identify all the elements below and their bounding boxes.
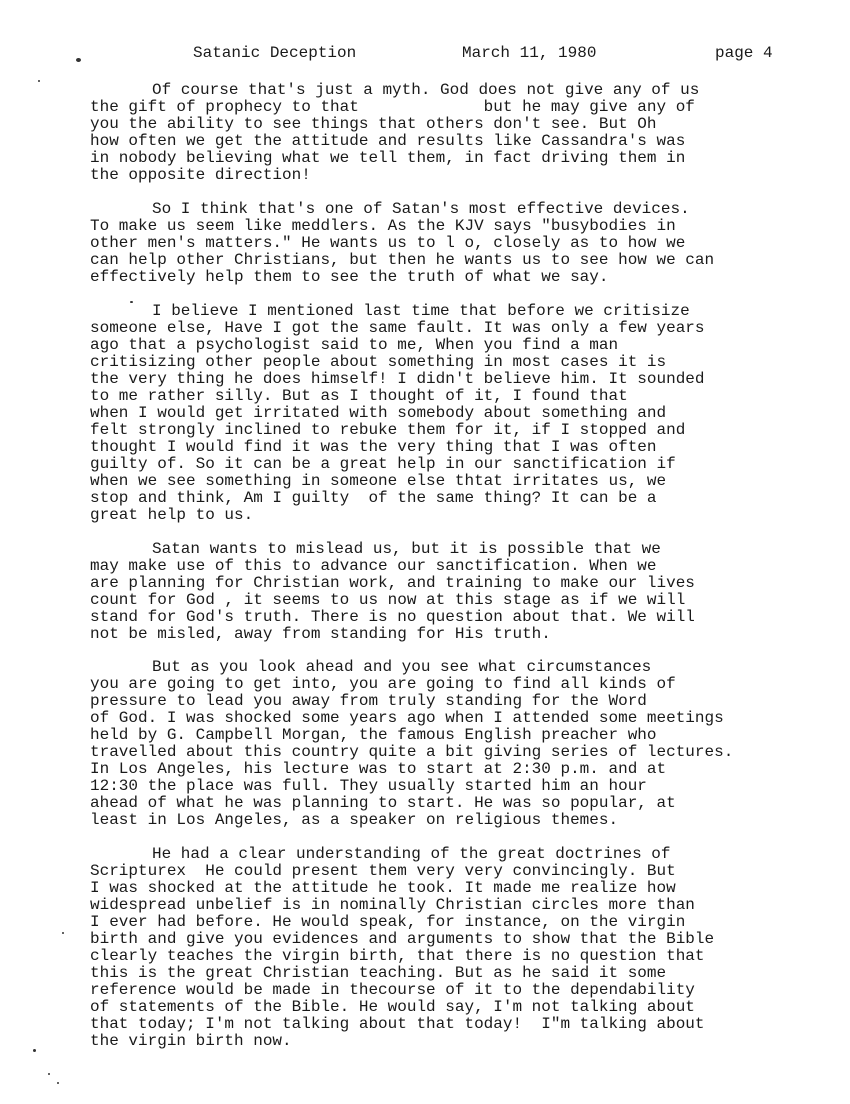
text-line: ahead of what he was planning to start. He was so popular, at	[90, 794, 676, 812]
text-line: effectively help them to see the truth of what we say.	[90, 268, 609, 286]
text-line: great help to us.	[90, 506, 254, 524]
scan-speck	[48, 1073, 50, 1075]
text-line: someone else, Have I got the same fault. It was only a few years	[90, 319, 705, 337]
text-line: I believe I mentioned last time that before we critisize	[152, 302, 690, 320]
text-line: this is the great Christian teaching. But as he said it some	[90, 964, 667, 982]
header-page-number: page 4	[715, 44, 773, 62]
text-line: count for God , it seems to us now at this stage as if we will	[90, 591, 686, 609]
text-line: you are going to get into, you are going to find all kinds of	[90, 675, 676, 693]
scan-speck	[130, 301, 133, 303]
text-line: other men's matters." He wants us to l o, closely as to how we	[90, 234, 686, 252]
text-line: Of course that's just a myth. God does not give any of us	[152, 81, 700, 99]
text-line: when we see something in someone else thtat irritates us, we	[90, 472, 667, 490]
text-line: the very thing he does himself! I didn't believe him. It sounded	[90, 370, 705, 388]
text-line: birth and give you evidences and arguments to show that the Bible	[90, 930, 715, 948]
text-line: when I would get irritated with somebody about something and	[90, 404, 667, 422]
scan-speck	[62, 932, 64, 934]
text-line: to me rather silly. But as I thought of it, I found that	[90, 387, 628, 405]
text-line: how often we get the attitude and results like Cassandra's was	[90, 132, 686, 150]
text-line: can help other Christians, but then he wants us to see how we can	[90, 251, 715, 269]
text-line: not be misled, away from standing for His truth.	[90, 625, 551, 643]
text-line: travelled about this country quite a bit giving series of lectures.	[90, 743, 734, 761]
text-line: held by G. Campbell Morgan, the famous English preacher who	[90, 726, 657, 744]
text-line: I ever had before. He would speak, for instance, on the virgin	[90, 913, 686, 931]
text-line: the gift of prophecy to that but he may give any of	[90, 98, 695, 116]
scan-speck	[33, 1049, 36, 1052]
text-line: Satan wants to mislead us, but it is possible that we	[152, 540, 661, 558]
text-line: in nobody believing what we tell them, in fact driving them in	[90, 149, 686, 167]
header-date: March 11, 1980	[462, 44, 597, 62]
text-line: are planning for Christian work, and training to make our lives	[90, 574, 695, 592]
text-line: He had a clear understanding of the great doctrines of	[152, 845, 671, 863]
scan-speck	[57, 1082, 59, 1084]
text-line: of statements of the Bible. He would say, I'm not talking about	[90, 998, 695, 1016]
text-line: stand for God's truth. There is no question about that. We will	[90, 608, 695, 626]
text-line: that today; I'm not talking about that today! I"m talking about	[90, 1015, 705, 1033]
text-line: the virgin birth now.	[90, 1032, 292, 1050]
text-line: Scripturex He could present them very very convincingly. But	[90, 862, 676, 880]
text-line: reference would be made in thecourse of it to the dependability	[90, 981, 695, 999]
text-line: least in Los Angeles, as a speaker on religious themes.	[90, 811, 619, 829]
text-line: guilty of. So it can be a great help in our sanctification if	[90, 455, 676, 473]
header-title: Satanic Deception	[193, 44, 357, 62]
text-line: To make us seem like meddlers. As the KJV says "busybodies in	[90, 217, 676, 235]
text-line: may make use of this to advance our sanctification. When we	[90, 557, 657, 575]
text-line: thought I would find it was the very thing that I was often	[90, 438, 657, 456]
text-line: ago that a psychologist said to me, When you find a man	[90, 336, 619, 354]
text-line: you the ability to see things that others don't see. But Oh	[90, 115, 657, 133]
text-line: clearly teaches the virgin birth, that there is no question that	[90, 947, 705, 965]
text-line: pressure to lead you away from truly standing for the Word	[90, 692, 647, 710]
text-line: widespread unbelief is in nominally Christian circles more than	[90, 896, 695, 914]
text-line: In Los Angeles, his lecture was to start at 2:30 p.m. and at	[90, 760, 667, 778]
text-line: 12:30 the place was full. They usually started him an hour	[90, 777, 647, 795]
scan-speck	[38, 80, 40, 82]
text-line: So I think that's one of Satan's most effective devices.	[152, 200, 690, 218]
text-line: I was shocked at the attitude he took. It made me realize how	[90, 879, 676, 897]
page-header	[0, 44, 850, 68]
text-line: critisizing other people about something in most cases it is	[90, 353, 667, 371]
scan-speck	[76, 58, 81, 62]
text-line: of God. I was shocked some years ago when I attended some meetings	[90, 709, 724, 727]
text-line: the opposite direction!	[90, 166, 311, 184]
text-line: felt strongly inclined to rebuke them for it, if I stopped and	[90, 421, 686, 439]
text-line: stop and think, Am I guilty of the same thing? It can be a	[90, 489, 657, 507]
text-line: But as you look ahead and you see what circumstances	[152, 658, 652, 676]
